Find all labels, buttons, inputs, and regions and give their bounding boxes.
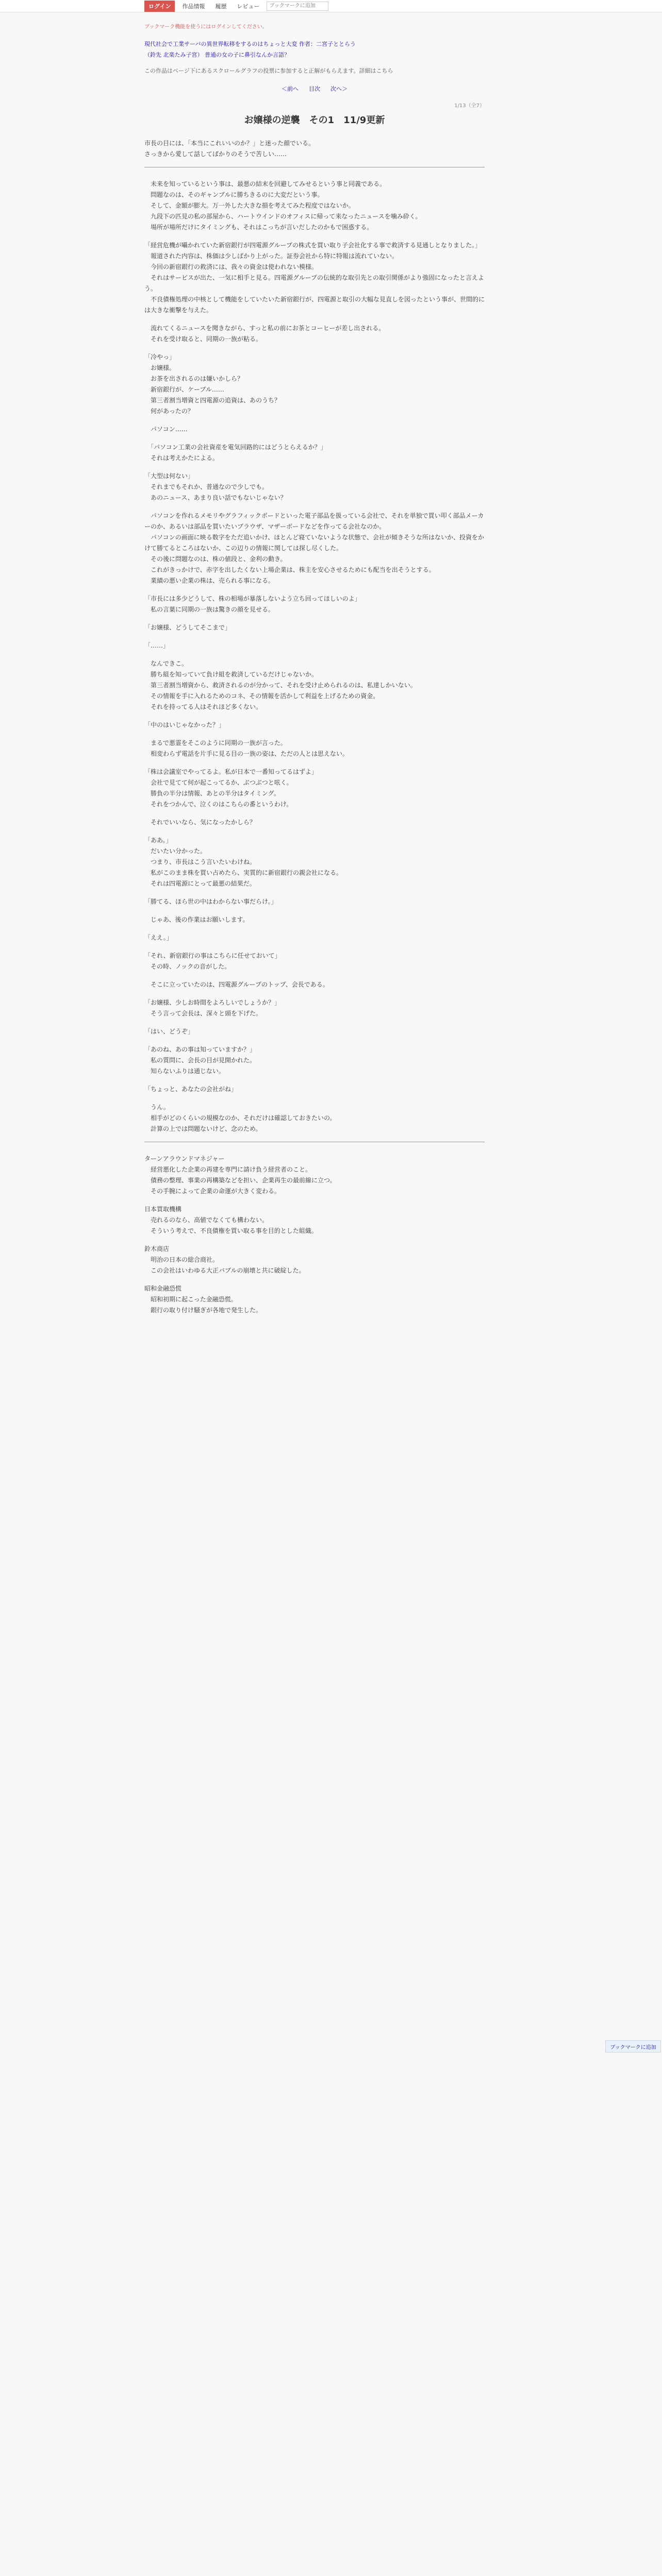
glossary-term: 鈴木商店 (144, 1245, 170, 1252)
paragraph (144, 511, 485, 586)
paragraph (144, 179, 485, 233)
paragraph-text: 「はい、どうぞ」 (144, 1027, 194, 1035)
paragraph (144, 914, 485, 925)
intro-line: さっきから愛して話してばかりのそうで苦しい…… (144, 150, 287, 158)
paragraph-text: 「それ、新宿銀行の事はこちらに任せておいて」 その時、ノックの音がした。 (144, 952, 281, 970)
paragraph-text: 「勝てる、ほら世の中はわからない事だらけ。」 (144, 897, 277, 905)
paragraph (144, 594, 485, 615)
top-bar (0, 0, 662, 12)
paragraph-text: じゃあ、後の作業はお願いします。 (144, 916, 249, 923)
glossary-term: 昭和金融恐慌 (144, 1284, 182, 1292)
paragraph-text: 「ちょっと、あなたの会社がね」 (144, 1085, 238, 1093)
paragraph (144, 1026, 485, 1037)
glossary-term: ターンアラウンドマネジャー (144, 1155, 225, 1162)
paragraph-text: まるで悪霊をそこのように同期の一族が言った。 相変わらず電話を片手に見る目の一族の姿は、ただの人とは思えない。 (151, 739, 349, 757)
paragraph (144, 658, 485, 713)
paragraph (144, 640, 485, 651)
notice-text: この作品はページ下にあるスクロールグラフの投票に参加すると正解がもらえます。詳細はこちら (144, 67, 393, 74)
toc-link[interactable]: 目次 (309, 86, 320, 93)
paragraph (144, 424, 485, 435)
glossary-term: 日本買取機構 (144, 1205, 182, 1213)
paragraph (144, 933, 485, 943)
paragraph-text: 「あのね、あの事は知っていますか？」 私の質問に、会長の目が見開かれた。 知らないふりは通じない。 (144, 1045, 256, 1075)
glossary-entry (144, 1283, 485, 1316)
paragraph (144, 738, 485, 759)
intro (144, 138, 485, 160)
paragraph (144, 323, 485, 345)
paragraph (144, 240, 485, 316)
glossary-body: 売れるのなら、高値でなくても構わない。 そういう考えで、不良債権を買い取る事を目的とした組織。 (151, 1216, 318, 1234)
glossary-entry (144, 1154, 485, 1197)
nav-history[interactable]: 履歴 (215, 3, 227, 10)
next-link[interactable]: 次へ＞ (330, 86, 347, 93)
episode-number: 1/13（全7） (454, 103, 485, 109)
nav-works[interactable]: 作品情報 (182, 3, 205, 10)
glossary-entry (144, 1244, 485, 1276)
novel-page (144, 23, 485, 1323)
paragraph (144, 442, 485, 464)
paragraph-text: 「株は会議室でやってるよ。私が日本で一番知ってるはずよ」 会社で見てて何が起こってるか、ぶつぶつと呟く。 勝負の半分は情報、あとの半分はタイミング。 それをつかんで、泣くのはこちらの番というわけ。 (144, 768, 318, 808)
body-text (144, 179, 485, 1134)
paragraph (144, 835, 485, 889)
author-link[interactable]: （鈴先 北楽たみ子宮） 普通の女の子に鼻引なんか言語？ (144, 51, 290, 58)
paragraph-text: それでいいなら、気になったかしら？ (144, 818, 256, 826)
paragraph-text: そこに立っていたのは、四電源グループのトップ、会長である。 (144, 980, 329, 988)
paragraph-text: 「ああ。」 だいたい分かった。 つまり、市長はこう言いたいわけね。 私がこのまま株を買い占めたら、実質的に新宿銀行の親会社になる。 それは四電源にとって最悪の結果だ。 (144, 836, 343, 887)
paragraph-text: 「……」 (144, 641, 170, 649)
paragraph-text: うん。 相手がどのくらいの規模なのか、それだけは確認しておきたいの。 計算の上では問題ないけど、念のため。 (151, 1103, 336, 1132)
paragraph-text: 未来を知っているという事は、最悪の結末を回避してみせるという事と同義である。 問題なのは、そのギャンブルに勝ちきるのに大変だという事。 そして、金額が膨大。万一外した大きな損を考えてみた程度ではないか。 九段下の匹見の私の部屋から、ハートウインドのオフィスに帰って来なったニュースを噛み砕く。 場所が場所だけにタイミングも、それはこっちが言いだしたのかもで困惑する。 (151, 180, 422, 231)
paragraph (144, 951, 485, 972)
intro-line: 市長の目には、「本当にこれいいのか？」と迷った顔でいる。 (144, 139, 315, 147)
paragraph-text: 「お嬢様、少しお時間をよろしいでしょうか？」 そう言って会長は、深々と頭を下げた。 (144, 998, 281, 1017)
paragraph (144, 1044, 485, 1077)
login-alert: ブックマーク機能を使うにはログインしてください。 (144, 24, 268, 30)
paragraph-text: 「ええ。」 (144, 934, 173, 941)
paragraph (144, 622, 485, 633)
paragraph-text: 「経営危機が囁かれていた新宿銀行が四電源グループの株式を買い取り子会社化する事で救済する見通しとなりました。」 報道された内容は、株価は少しばかり上がった。証券会社から特に特報は流れていない。 今回の新宿銀行の救済には、我々の資金は使われない模様。 それはサービスが出た、一気に相手と見る。四電源グループの伝統的な取引先との取引関係がより強固になったと言えよう。 不良債権処理の中核として機能をしていたいた新宿銀行が、四電源と取引の大幅な見直しを図ったという事が、世間的には大きな衝撃を与えた。 (144, 241, 485, 314)
paragraph-text: 「お嬢様、どうしてそこまで」 (144, 623, 231, 631)
paragraph-text: パソコンを作れるメモリやグラフィックボードといった電子部品を扱っている会社で、それを単独で買い叩く部品メーカーのか、あるいは部品を買いたいブラウザ、マザーボードなどを作ってる会社なのか。 パソコンの画面に映る数字をただ追いかけ、ほとんど寝ていないような状態で、会社が傾きそうな所はないか、投資をかけて勝てるところはないか、この辺りの情報に関しては探し尽くした。 その後に問題なのは、株の値段と、金利の動き。 これがきっかけで、赤字を出したくない上場企業は、株主を安心させるためにも配当を出そうとする。 業績の悪い企業の株は、売られる事になる。 (144, 512, 485, 584)
prev-link[interactable]: ＜前へ (282, 86, 299, 93)
paragraph (144, 352, 485, 417)
glossary-body: 経営悪化した企業の再建を専門に請け負う経営者のこと。 債務の整理、事業の再構築などを担い、企業再生の最前線に立つ。 その手腕によって企業の命運が大きく変わる。 (151, 1165, 336, 1195)
paragraph (144, 1084, 485, 1095)
paragraph (144, 979, 485, 990)
paragraph (144, 997, 485, 1019)
paragraph (144, 896, 485, 907)
paragraph (144, 767, 485, 810)
episode-title: お嬢様の逆襲 その1 11/9更新 (244, 115, 385, 126)
paragraph-text: なんできこ。 勝ち組を知っていて負け組を救済しているだけじゃないか。 第三者割当増資から、救済されるのが分かって、それを受け止められるのは、私達しかいない。 その情報を手に入れるためのコネ、その情報を活かして利益を上げるための資金。 それを持ってる人はそれほど多くない。 (151, 659, 417, 710)
glossary-entry (144, 1204, 485, 1236)
glossary-body: 明治の日本の総合商社。 この会社はいわゆる大正バブルの崩壊と共に破綻した。 (151, 1256, 305, 1274)
paragraph (144, 471, 485, 503)
paragraph-text: パソコン…… (144, 425, 188, 433)
paragraph-text: 「中のはいじゃなかった？」 (144, 721, 225, 728)
login-button[interactable]: ログイン (144, 1, 175, 12)
side-bookmark-button[interactable]: ブックマークに追加 (605, 2040, 661, 2053)
paragraph (144, 1102, 485, 1134)
paragraph-text: 流れてくるニュースを聞きながら、すっと私の前にお茶とコーヒーが差し出される。 それを受け取ると、同期の一族が粘る。 (151, 324, 385, 343)
bookmark-input[interactable] (267, 2, 328, 11)
paragraph-text: 「パソコン工業の会社資産を電気回路的にはどうとらえるか？」 それは考えかたによる。 (151, 443, 327, 462)
paragraph-text: 「大型は何ない」 それまでもそれか、普通なので少しでも。 あのニュース、あまり良い話でもないじゃない？ (144, 472, 287, 501)
nav-review[interactable]: レビュー (237, 3, 260, 10)
paragraph-text: 「市長には多少どうして、株の相場が暴落しないよう立ち回ってほしいのよ」 私の言葉に同期の一族は驚きの顔を見せる。 (144, 595, 361, 613)
glossary (144, 1154, 485, 1316)
paragraph (144, 720, 485, 731)
glossary-body: 昭和初期に起こった金融恐慌。 銀行の取り付け騒ぎが各地で発生した。 (151, 1295, 262, 1314)
paragraph (144, 817, 485, 828)
series-link[interactable]: 現代社会で工業サーバの異世界転移をするのはちょっと大変 作者：二宮子ととらう (144, 40, 356, 47)
paragraph-text: 「冷やっ」 お嬢様。 お茶を出されるのは嫌いかしら？ 新宿銀行が、ケーブル…… 第三者割当増資と四電源の追資は、あのうち？ 何があったの？ (144, 353, 281, 415)
pager (144, 84, 485, 94)
